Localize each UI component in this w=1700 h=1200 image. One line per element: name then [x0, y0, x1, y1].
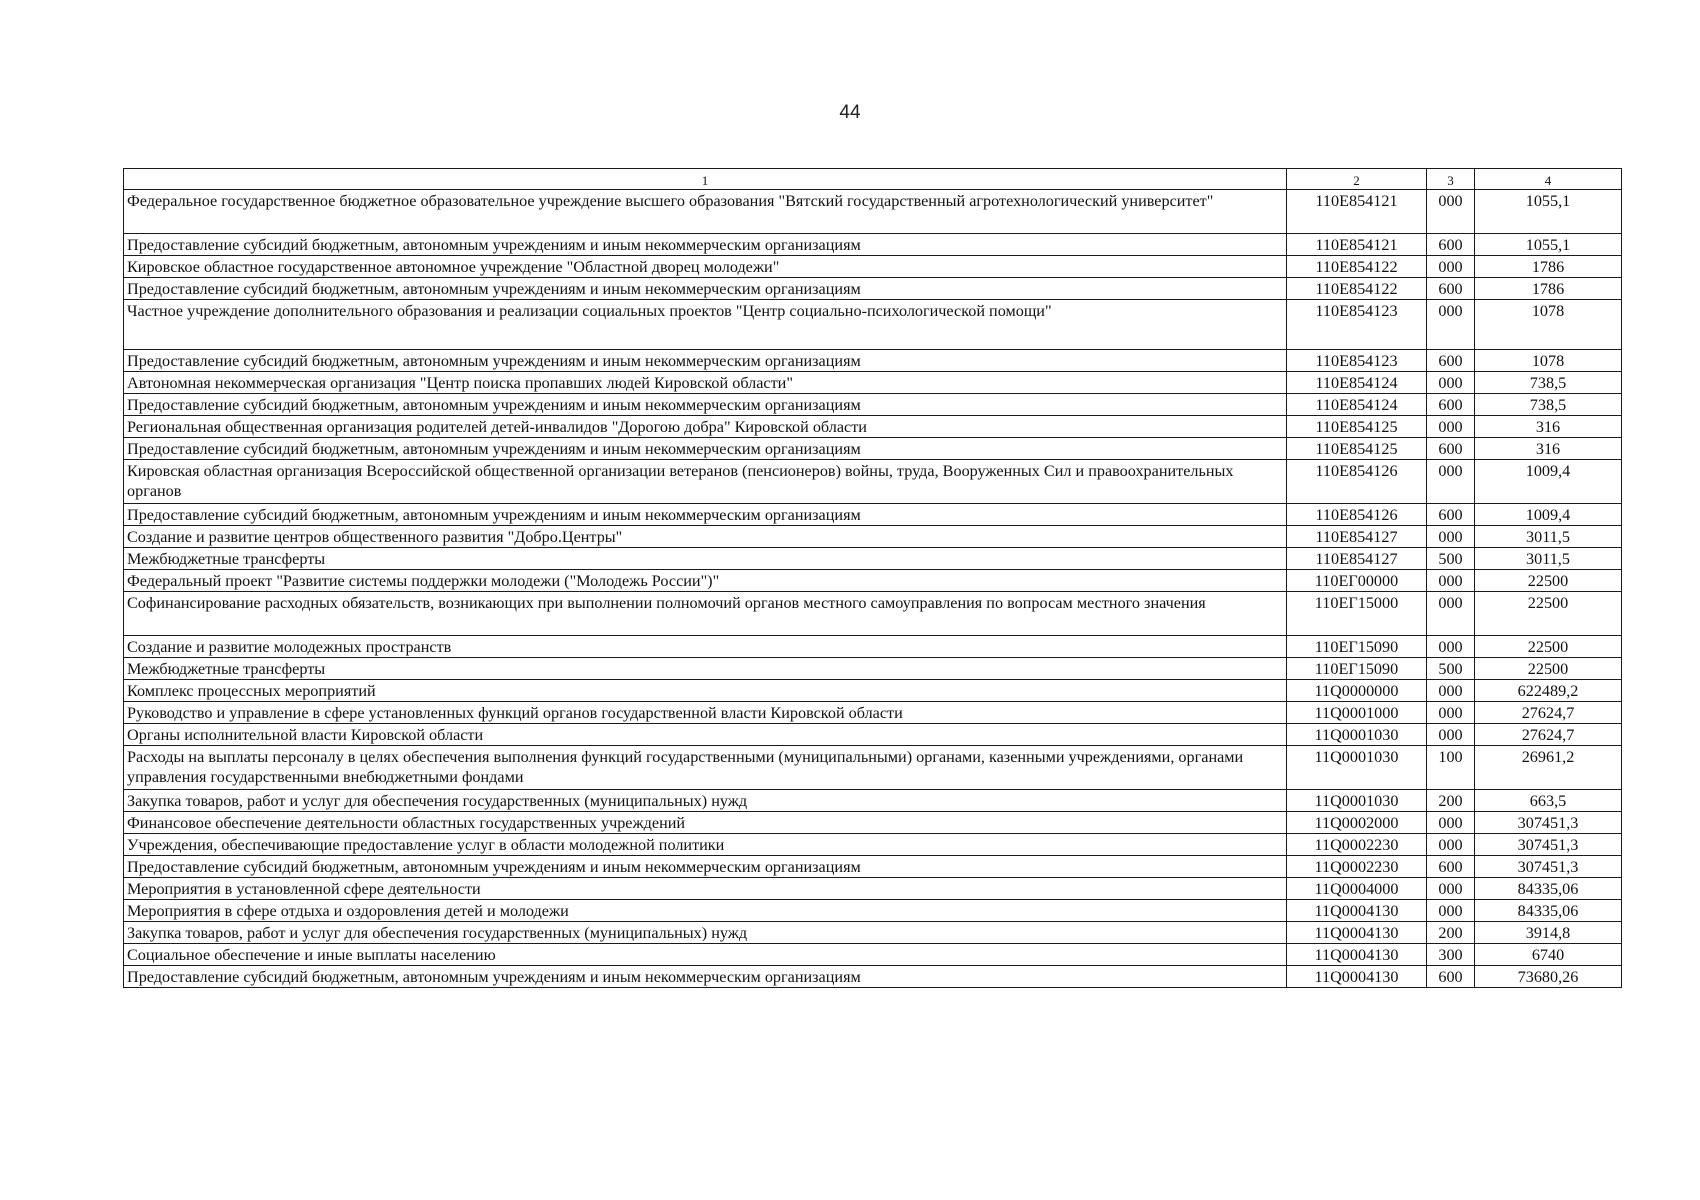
row-name-cell: Межбюджетные трансферты	[124, 658, 1287, 680]
row-amount-cell: 307451,3	[1475, 812, 1622, 834]
row-type-cell: 000	[1427, 834, 1475, 856]
row-amount-cell: 316	[1475, 438, 1622, 460]
row-type-cell: 000	[1427, 190, 1475, 234]
row-name-cell: Создание и развитие центров общественного развития "Добро.Центры"	[124, 526, 1287, 548]
row-code-cell: 11Q0002230	[1287, 856, 1427, 878]
row-type-cell: 000	[1427, 636, 1475, 658]
row-type-cell: 000	[1427, 724, 1475, 746]
row-amount-cell: 1786	[1475, 278, 1622, 300]
row-type-cell: 000	[1427, 460, 1475, 504]
row-code-cell: 110Е854123	[1287, 350, 1427, 372]
row-code-cell: 11Q0002000	[1287, 812, 1427, 834]
table-row	[124, 190, 1622, 234]
row-name-cell: Социальное обеспечение и иные выплаты населению	[124, 944, 1287, 966]
row-code-cell: 110Е854121	[1287, 234, 1427, 256]
table-row	[124, 724, 1622, 746]
row-code-cell: 110Е854124	[1287, 372, 1427, 394]
table-row	[124, 680, 1622, 702]
row-type-cell: 000	[1427, 702, 1475, 724]
row-type-cell: 000	[1427, 526, 1475, 548]
row-code-cell: 110Е854126	[1287, 504, 1427, 526]
table-row	[124, 394, 1622, 416]
row-code-cell: 110Е854125	[1287, 438, 1427, 460]
row-name-cell: Федеральное государственное бюджетное образовательное учреждение высшего образования "Вятский государственный агротехнологический университет"	[124, 190, 1287, 234]
table-row	[124, 834, 1622, 856]
row-amount-cell: 1055,1	[1475, 190, 1622, 234]
row-name-cell: Частное учреждение дополнительного образования и реализации социальных проектов "Центр социально-психологической помощи"	[124, 300, 1287, 350]
table-row	[124, 570, 1622, 592]
row-name-cell: Федеральный проект "Развитие системы поддержки молодежи ("Молодежь России")"	[124, 570, 1287, 592]
row-type-cell: 600	[1427, 504, 1475, 526]
row-code-cell: 110ЕГ15000	[1287, 592, 1427, 636]
row-code-cell: 110Е854121	[1287, 190, 1427, 234]
row-name-cell: Органы исполнительной власти Кировской области	[124, 724, 1287, 746]
budget-table	[123, 168, 1622, 988]
row-type-cell: 300	[1427, 944, 1475, 966]
row-name-cell: Региональная общественная организация родителей детей-инвалидов "Дорогою добра" Кировской области	[124, 416, 1287, 438]
row-amount-cell: 22500	[1475, 636, 1622, 658]
table-row	[124, 702, 1622, 724]
row-type-cell: 600	[1427, 438, 1475, 460]
row-code-cell: 11Q0001000	[1287, 702, 1427, 724]
row-amount-cell: 27624,7	[1475, 702, 1622, 724]
row-type-cell: 500	[1427, 658, 1475, 680]
row-amount-cell: 22500	[1475, 592, 1622, 636]
table-row	[124, 460, 1622, 504]
table-body	[124, 190, 1622, 988]
row-type-cell: 000	[1427, 900, 1475, 922]
row-code-cell: 11Q0001030	[1287, 790, 1427, 812]
table-row	[124, 592, 1622, 636]
column-header-code: 2	[1287, 169, 1427, 190]
row-name-cell: Учреждения, обеспечивающие предоставление услуг в области молодежной политики	[124, 834, 1287, 856]
row-name-cell: Финансовое обеспечение деятельности областных государственных учреждений	[124, 812, 1287, 834]
row-type-cell: 500	[1427, 548, 1475, 570]
row-amount-cell: 27624,7	[1475, 724, 1622, 746]
row-name-cell: Кировское областное государственное автономное учреждение "Областной дворец молодежи"	[124, 256, 1287, 278]
row-type-cell: 000	[1427, 570, 1475, 592]
column-header-name: 1	[124, 169, 1287, 190]
table-row	[124, 944, 1622, 966]
row-name-cell: Мероприятия в сфере отдыха и оздоровления детей и молодежи	[124, 900, 1287, 922]
row-type-cell: 000	[1427, 416, 1475, 438]
table-header-row	[124, 169, 1622, 190]
row-type-cell: 000	[1427, 300, 1475, 350]
row-name-cell: Закупка товаров, работ и услуг для обеспечения государственных (муниципальных) нужд	[124, 922, 1287, 944]
table-row	[124, 350, 1622, 372]
row-code-cell: 11Q0004000	[1287, 878, 1427, 900]
table-row	[124, 900, 1622, 922]
column-header-amount: 4	[1475, 169, 1622, 190]
row-code-cell: 11Q0004130	[1287, 944, 1427, 966]
row-type-cell: 600	[1427, 966, 1475, 988]
row-amount-cell: 316	[1475, 416, 1622, 438]
row-name-cell: Комплекс процессных мероприятий	[124, 680, 1287, 702]
table-row	[124, 790, 1622, 812]
row-amount-cell: 1009,4	[1475, 460, 1622, 504]
row-code-cell: 110Е854122	[1287, 278, 1427, 300]
row-amount-cell: 3914,8	[1475, 922, 1622, 944]
row-amount-cell: 84335,06	[1475, 900, 1622, 922]
row-name-cell: Кировская областная организация Всероссийской общественной организации ветеранов (пенсионеров) войны, труда, Вооруженных Сил и правоохранительных органов	[124, 460, 1287, 504]
row-amount-cell: 622489,2	[1475, 680, 1622, 702]
row-code-cell: 11Q0004130	[1287, 900, 1427, 922]
table-row	[124, 878, 1622, 900]
row-name-cell: Предоставление субсидий бюджетным, автономным учреждениям и иным некоммерческим организациям	[124, 504, 1287, 526]
row-amount-cell: 22500	[1475, 570, 1622, 592]
table-row	[124, 278, 1622, 300]
table-row	[124, 416, 1622, 438]
row-amount-cell: 307451,3	[1475, 856, 1622, 878]
table-row	[124, 372, 1622, 394]
row-amount-cell: 1009,4	[1475, 504, 1622, 526]
row-type-cell: 000	[1427, 372, 1475, 394]
row-type-cell: 000	[1427, 592, 1475, 636]
row-name-cell: Софинансирование расходных обязательств, возникающих при выполнении полномочий органов местного самоуправления по вопросам местного значения	[124, 592, 1287, 636]
row-code-cell: 110Е854124	[1287, 394, 1427, 416]
row-code-cell: 11Q0004130	[1287, 966, 1427, 988]
row-amount-cell: 26961,2	[1475, 746, 1622, 790]
row-type-cell: 000	[1427, 256, 1475, 278]
table-row	[124, 922, 1622, 944]
row-code-cell: 11Q0004130	[1287, 922, 1427, 944]
row-code-cell: 110ЕГ15090	[1287, 636, 1427, 658]
row-name-cell: Предоставление субсидий бюджетным, автономным учреждениям и иным некоммерческим организациям	[124, 438, 1287, 460]
row-name-cell: Руководство и управление в сфере установленных функций органов государственной власти Кировской области	[124, 702, 1287, 724]
table-row	[124, 504, 1622, 526]
row-name-cell: Предоставление субсидий бюджетным, автономным учреждениям и иным некоммерческим организациям	[124, 856, 1287, 878]
row-code-cell: 11Q0002230	[1287, 834, 1427, 856]
row-code-cell: 11Q0001030	[1287, 724, 1427, 746]
row-type-cell: 100	[1427, 746, 1475, 790]
row-type-cell: 000	[1427, 878, 1475, 900]
row-code-cell: 110Е854125	[1287, 416, 1427, 438]
row-amount-cell: 84335,06	[1475, 878, 1622, 900]
row-name-cell: Предоставление субсидий бюджетным, автономным учреждениям и иным некоммерческим организациям	[124, 234, 1287, 256]
row-name-cell: Предоставление субсидий бюджетным, автономным учреждениям и иным некоммерческим организациям	[124, 966, 1287, 988]
row-amount-cell: 1786	[1475, 256, 1622, 278]
table-row	[124, 856, 1622, 878]
row-amount-cell: 1078	[1475, 350, 1622, 372]
row-code-cell: 110Е854123	[1287, 300, 1427, 350]
row-code-cell: 110Е854127	[1287, 526, 1427, 548]
row-name-cell: Создание и развитие молодежных пространств	[124, 636, 1287, 658]
row-amount-cell: 307451,3	[1475, 834, 1622, 856]
row-amount-cell: 1078	[1475, 300, 1622, 350]
table-row	[124, 438, 1622, 460]
row-code-cell: 110Е854126	[1287, 460, 1427, 504]
table-row	[124, 256, 1622, 278]
row-name-cell: Мероприятия в установленной сфере деятельности	[124, 878, 1287, 900]
table-row	[124, 526, 1622, 548]
table-row	[124, 966, 1622, 988]
table-row	[124, 300, 1622, 350]
row-name-cell: Закупка товаров, работ и услуг для обеспечения государственных (муниципальных) нужд	[124, 790, 1287, 812]
row-type-cell: 200	[1427, 922, 1475, 944]
row-name-cell: Предоставление субсидий бюджетным, автономным учреждениям и иным некоммерческим организациям	[124, 278, 1287, 300]
row-name-cell: Межбюджетные трансферты	[124, 548, 1287, 570]
row-name-cell: Расходы на выплаты персоналу в целях обеспечения выполнения функций государственными (муниципальными) органами, казенными учреждениями, органами управления государственными внебюджетными фондами	[124, 746, 1287, 790]
row-type-cell: 000	[1427, 680, 1475, 702]
row-type-cell: 600	[1427, 278, 1475, 300]
row-type-cell: 600	[1427, 350, 1475, 372]
table-row	[124, 746, 1622, 790]
row-amount-cell: 663,5	[1475, 790, 1622, 812]
column-header-type: 3	[1427, 169, 1475, 190]
table-row	[124, 234, 1622, 256]
row-code-cell: 110Е854122	[1287, 256, 1427, 278]
row-type-cell: 600	[1427, 856, 1475, 878]
table-row	[124, 812, 1622, 834]
page-number: 44	[839, 102, 861, 123]
table-row	[124, 636, 1622, 658]
row-amount-cell: 6740	[1475, 944, 1622, 966]
row-amount-cell: 3011,5	[1475, 548, 1622, 570]
row-code-cell: 110ЕГ15090	[1287, 658, 1427, 680]
row-name-cell: Предоставление субсидий бюджетным, автономным учреждениям и иным некоммерческим организациям	[124, 394, 1287, 416]
row-code-cell: 11Q0000000	[1287, 680, 1427, 702]
row-code-cell: 11Q0001030	[1287, 746, 1427, 790]
row-amount-cell: 22500	[1475, 658, 1622, 680]
row-type-cell: 600	[1427, 234, 1475, 256]
table-row	[124, 548, 1622, 570]
row-type-cell: 000	[1427, 812, 1475, 834]
row-code-cell: 110ЕГ00000	[1287, 570, 1427, 592]
row-type-cell: 600	[1427, 394, 1475, 416]
row-amount-cell: 1055,1	[1475, 234, 1622, 256]
row-type-cell: 200	[1427, 790, 1475, 812]
row-code-cell: 110Е854127	[1287, 548, 1427, 570]
row-name-cell: Автономная некоммерческая организация "Центр поиска пропавших людей Кировской области"	[124, 372, 1287, 394]
row-amount-cell: 738,5	[1475, 372, 1622, 394]
row-amount-cell: 3011,5	[1475, 526, 1622, 548]
row-amount-cell: 73680,26	[1475, 966, 1622, 988]
table-row	[124, 658, 1622, 680]
row-name-cell: Предоставление субсидий бюджетным, автономным учреждениям и иным некоммерческим организациям	[124, 350, 1287, 372]
row-amount-cell: 738,5	[1475, 394, 1622, 416]
